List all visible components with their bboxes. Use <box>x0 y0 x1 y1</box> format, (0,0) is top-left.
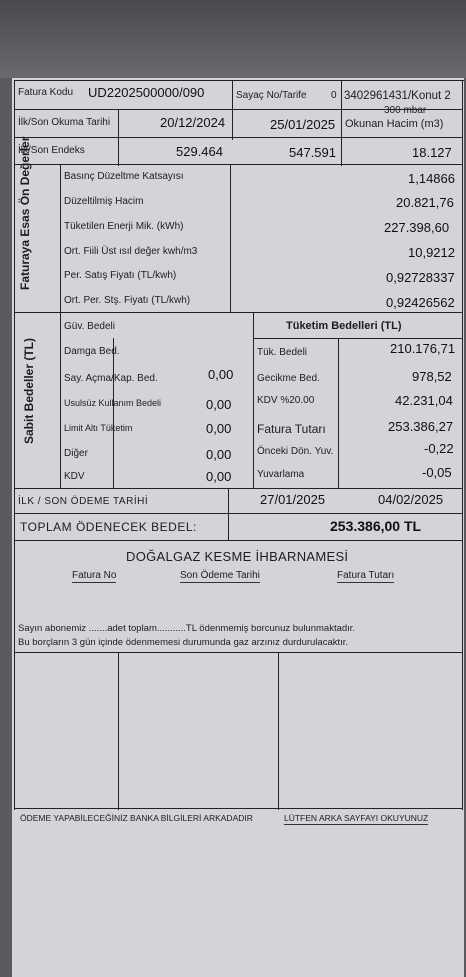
endeks-label: İlk/Son Endeks <box>18 145 85 156</box>
son-okuma: 25/01/2025 <box>270 117 336 132</box>
ihbar-col-fatura-no: Fatura No <box>72 570 117 581</box>
esas-row-value: 1,14866 <box>408 171 455 186</box>
grid-col <box>278 652 279 810</box>
sabit-row-value: 0,00 <box>206 397 232 412</box>
tuketim-row-value: 42.231,04 <box>395 393 453 408</box>
sabit-row-label: Diğer <box>64 448 88 459</box>
sabit-row-value: 0,00 <box>208 367 234 382</box>
fatura-kodu-value: UD2202500000/090 <box>88 85 205 100</box>
toplam-label: TOPLAM ÖDENECEK BEDEL: <box>20 520 197 534</box>
esas-row-value: 20.821,76 <box>396 195 454 210</box>
tuketim-row-value: -0,22 <box>424 441 454 456</box>
son-endeks: 547.591 <box>289 145 336 160</box>
sabit-divider-2 <box>113 338 114 488</box>
row-line <box>14 164 462 165</box>
footer-read-back: LÜTFEN ARKA SAYFAYI OKUYUNUZ <box>284 813 429 823</box>
esas-divider <box>60 164 61 312</box>
sabit-divider <box>60 312 61 488</box>
sabit-row-label: Güv. Bedeli <box>64 321 115 332</box>
esas-row-value: 227.398,60 <box>384 220 450 235</box>
tuketim-row-label: Önceki Dön. Yuv. <box>257 446 334 457</box>
basinc-note: 300 mbar <box>384 105 427 116</box>
hacim-value: 18.127 <box>412 145 452 160</box>
tuketim-row-value: -0,05 <box>422 465 452 480</box>
esas-row-label: Düzeltilmiş Hacim <box>64 196 144 207</box>
tuketim-row-label: Gecikme Bed. <box>257 373 320 384</box>
ilk-endeks: 529.464 <box>176 144 223 159</box>
frame-left <box>14 80 15 810</box>
fatura-kodu-label: Fatura Kodu <box>18 87 74 98</box>
ilk-odeme: 27/01/2025 <box>260 492 326 507</box>
esas-row-value: 0,92728337 <box>386 270 455 285</box>
sabit-row-label: KDV <box>64 471 85 482</box>
sayac-value: 3402961431/Konut 2 <box>344 90 451 102</box>
tuketim-divider <box>338 338 339 488</box>
section-line <box>14 312 462 313</box>
ilk-okuma: 20/12/2024 <box>160 115 226 130</box>
esas-row-label: Basınç Düzeltme Katsayısı <box>64 171 184 182</box>
toplam-value: 253.386,00 TL <box>330 518 422 534</box>
esas-row-value: 10,9212 <box>408 245 455 260</box>
odeme-divider <box>228 488 229 540</box>
section-line <box>14 488 462 489</box>
frame-top <box>14 80 464 81</box>
row-line <box>14 652 462 653</box>
esas-row-label: Tüketilen Enerji Mik. (kWh) <box>64 221 184 232</box>
ihbar-col-son-odeme: Son Ödeme Tarihi <box>180 570 260 581</box>
tuketim-row-label: KDV %20.00 <box>257 395 315 406</box>
header-divider <box>232 80 233 140</box>
header-divider-2 <box>341 80 342 166</box>
sayac-prefix: 0 <box>331 90 337 101</box>
esas-section-label: Faturaya Esas Ön Değerler <box>18 136 32 290</box>
sabit-row-value: 0,00 <box>206 421 232 436</box>
ihbar-title: DOĞALGAZ KESME İHBARNAMESİ <box>126 549 349 564</box>
grid-col <box>118 652 119 810</box>
tuketim-row-label: Yuvarlama <box>257 469 305 480</box>
sabit-row-label: Limit Altı Tüketim <box>64 423 133 433</box>
background-top <box>0 0 466 78</box>
sabit-row-value: 0,00 <box>206 447 232 462</box>
tuketim-row-label: Tük. Bedeli <box>257 347 308 358</box>
row-line <box>14 808 462 809</box>
tuketim-title: Tüketim Bedelleri (TL) <box>286 320 402 332</box>
esas-divider-2 <box>230 164 231 312</box>
esas-row-label: Ort. Per. Stş. Fiyatı (TL/kwh) <box>64 295 191 306</box>
frame-right <box>462 80 463 810</box>
sabit-row-label: Say. Açma/Kap. Bed. <box>64 373 158 384</box>
row-line <box>14 540 462 541</box>
esas-row-label: Ort. Fiili Üst ısıl değer kwh/m3 <box>64 246 198 257</box>
sayac-label: Sayaç No/Tarife <box>236 90 307 101</box>
hacim-label: Okunan Hacim (m3) <box>345 118 444 130</box>
footer-bank-info: ÖDEME YAPABİLECEĞİNİZ BANKA BİLGİLERİ ARKADADIR <box>20 813 253 823</box>
sabit-row-value: 0,00 <box>206 469 232 484</box>
esas-row-label: Per. Satış Fiyatı (TL/kwh) <box>64 270 177 281</box>
tuketim-title-line <box>253 338 462 339</box>
sabit-row-label: Damga Bed. <box>64 346 120 357</box>
ihbar-line-2: Bu borçların 3 gün içinde ödenmemesi durumunda gaz arzınız durdurulacaktır. <box>18 637 349 648</box>
tuketim-row-value: 978,52 <box>412 369 452 384</box>
tuketim-row-value: 210.176,71 <box>390 341 456 356</box>
son-odeme: 04/02/2025 <box>378 492 444 507</box>
ihbar-col-tutar: Fatura Tutarı <box>337 570 395 581</box>
sabit-row-label: Usulsüz Kullanım Bedeli <box>64 398 162 408</box>
row-line <box>14 513 462 514</box>
okuma-label: İlk/Son Okuma Tarihi <box>18 117 111 128</box>
tuketim-row-value: 253.386,27 <box>388 419 454 434</box>
ihbar-line-1: Sayın abonemiz .......adet toplam...........TL ödenmemiş borcunuz bulunmaktadır. <box>18 623 356 634</box>
odeme-label: İLK / SON ÖDEME TARİHİ <box>18 496 149 507</box>
tuketim-row-label: Fatura Tutarı <box>257 422 326 436</box>
row-line <box>14 137 462 138</box>
sabit-section-label: Sabit Bedeller (TL) <box>22 337 36 444</box>
esas-row-value: 0,92426562 <box>386 295 455 310</box>
